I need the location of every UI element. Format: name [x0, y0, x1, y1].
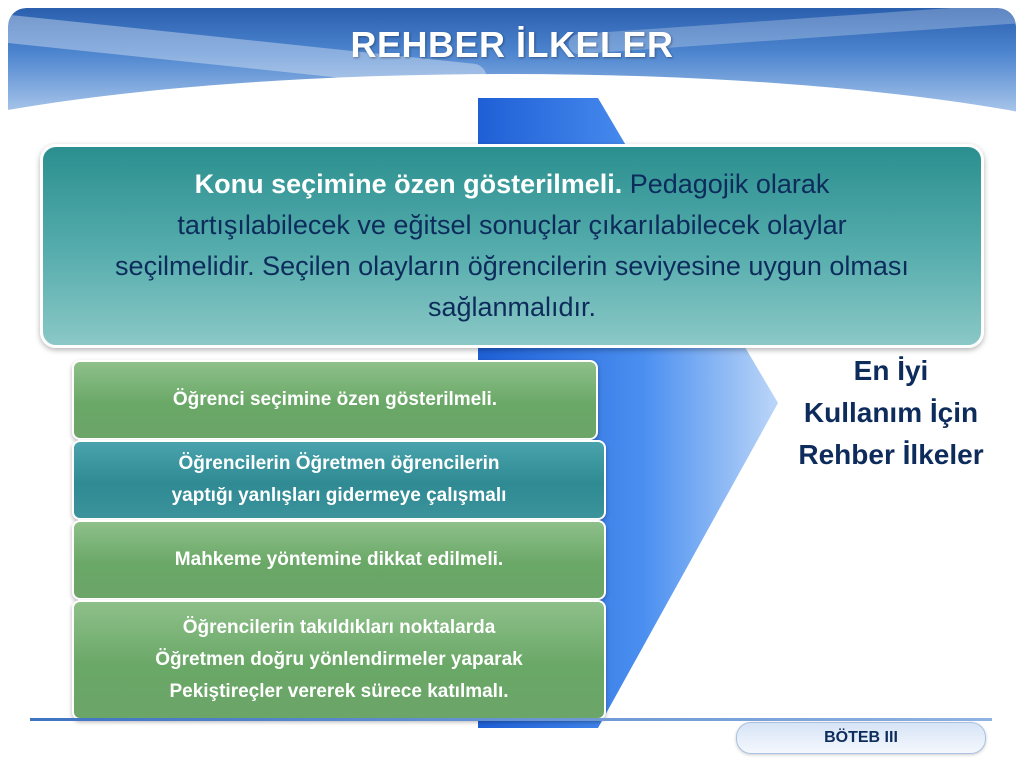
guideline-item-line: Öğretmen doğru yönlendirmeler yaparak: [155, 649, 523, 670]
guideline-item-line: Öğrenci seçimine özen gösterilmeli.: [172, 389, 498, 410]
main-guideline-text: [43, 164, 981, 328]
guideline-item-line: yaptığı yanlışları gidermeye çalışmalı: [171, 485, 507, 506]
guideline-item-line: Öğrencilerin takıldıkları noktalarda: [182, 617, 496, 638]
main-guideline-body: Pedagojik olarak tartışılabilecek ve eğitsel sonuçlar çıkarılabilecek olaylar seçilmelidir. Seçilen olayların öğrencilerin seviyesine uygun olması sağlanmalıdır.: [115, 169, 909, 322]
slide-title: REHBER İLKELER: [350, 24, 674, 65]
guideline-item-line: Pekiştireçler vererek sürece katılmalı.: [169, 681, 509, 702]
main-guideline-lead: Konu seçimine özen gösterilmeli.: [194, 169, 623, 199]
guideline-item-teacher-correction: [72, 440, 606, 520]
main-guideline-box: [40, 144, 984, 348]
side-label-line: Rehber İlkeler: [798, 439, 984, 470]
guideline-item-court-method: [72, 520, 606, 600]
footer-divider: [30, 718, 992, 721]
side-label-line: En İyi: [853, 355, 929, 386]
footer-badge-label: BÖTEB III: [824, 729, 898, 746]
guideline-item-student-selection: [72, 360, 598, 440]
guideline-item-teacher-guidance: [72, 600, 606, 720]
side-label: [766, 350, 1016, 476]
guideline-item-line: Öğrencilerin Öğretmen öğrencilerin: [178, 453, 500, 474]
guideline-item-line: Mahkeme yöntemine dikkat edilmeli.: [174, 549, 504, 570]
footer-badge: [736, 722, 986, 754]
side-label-line: Kullanım İçin: [803, 397, 979, 428]
